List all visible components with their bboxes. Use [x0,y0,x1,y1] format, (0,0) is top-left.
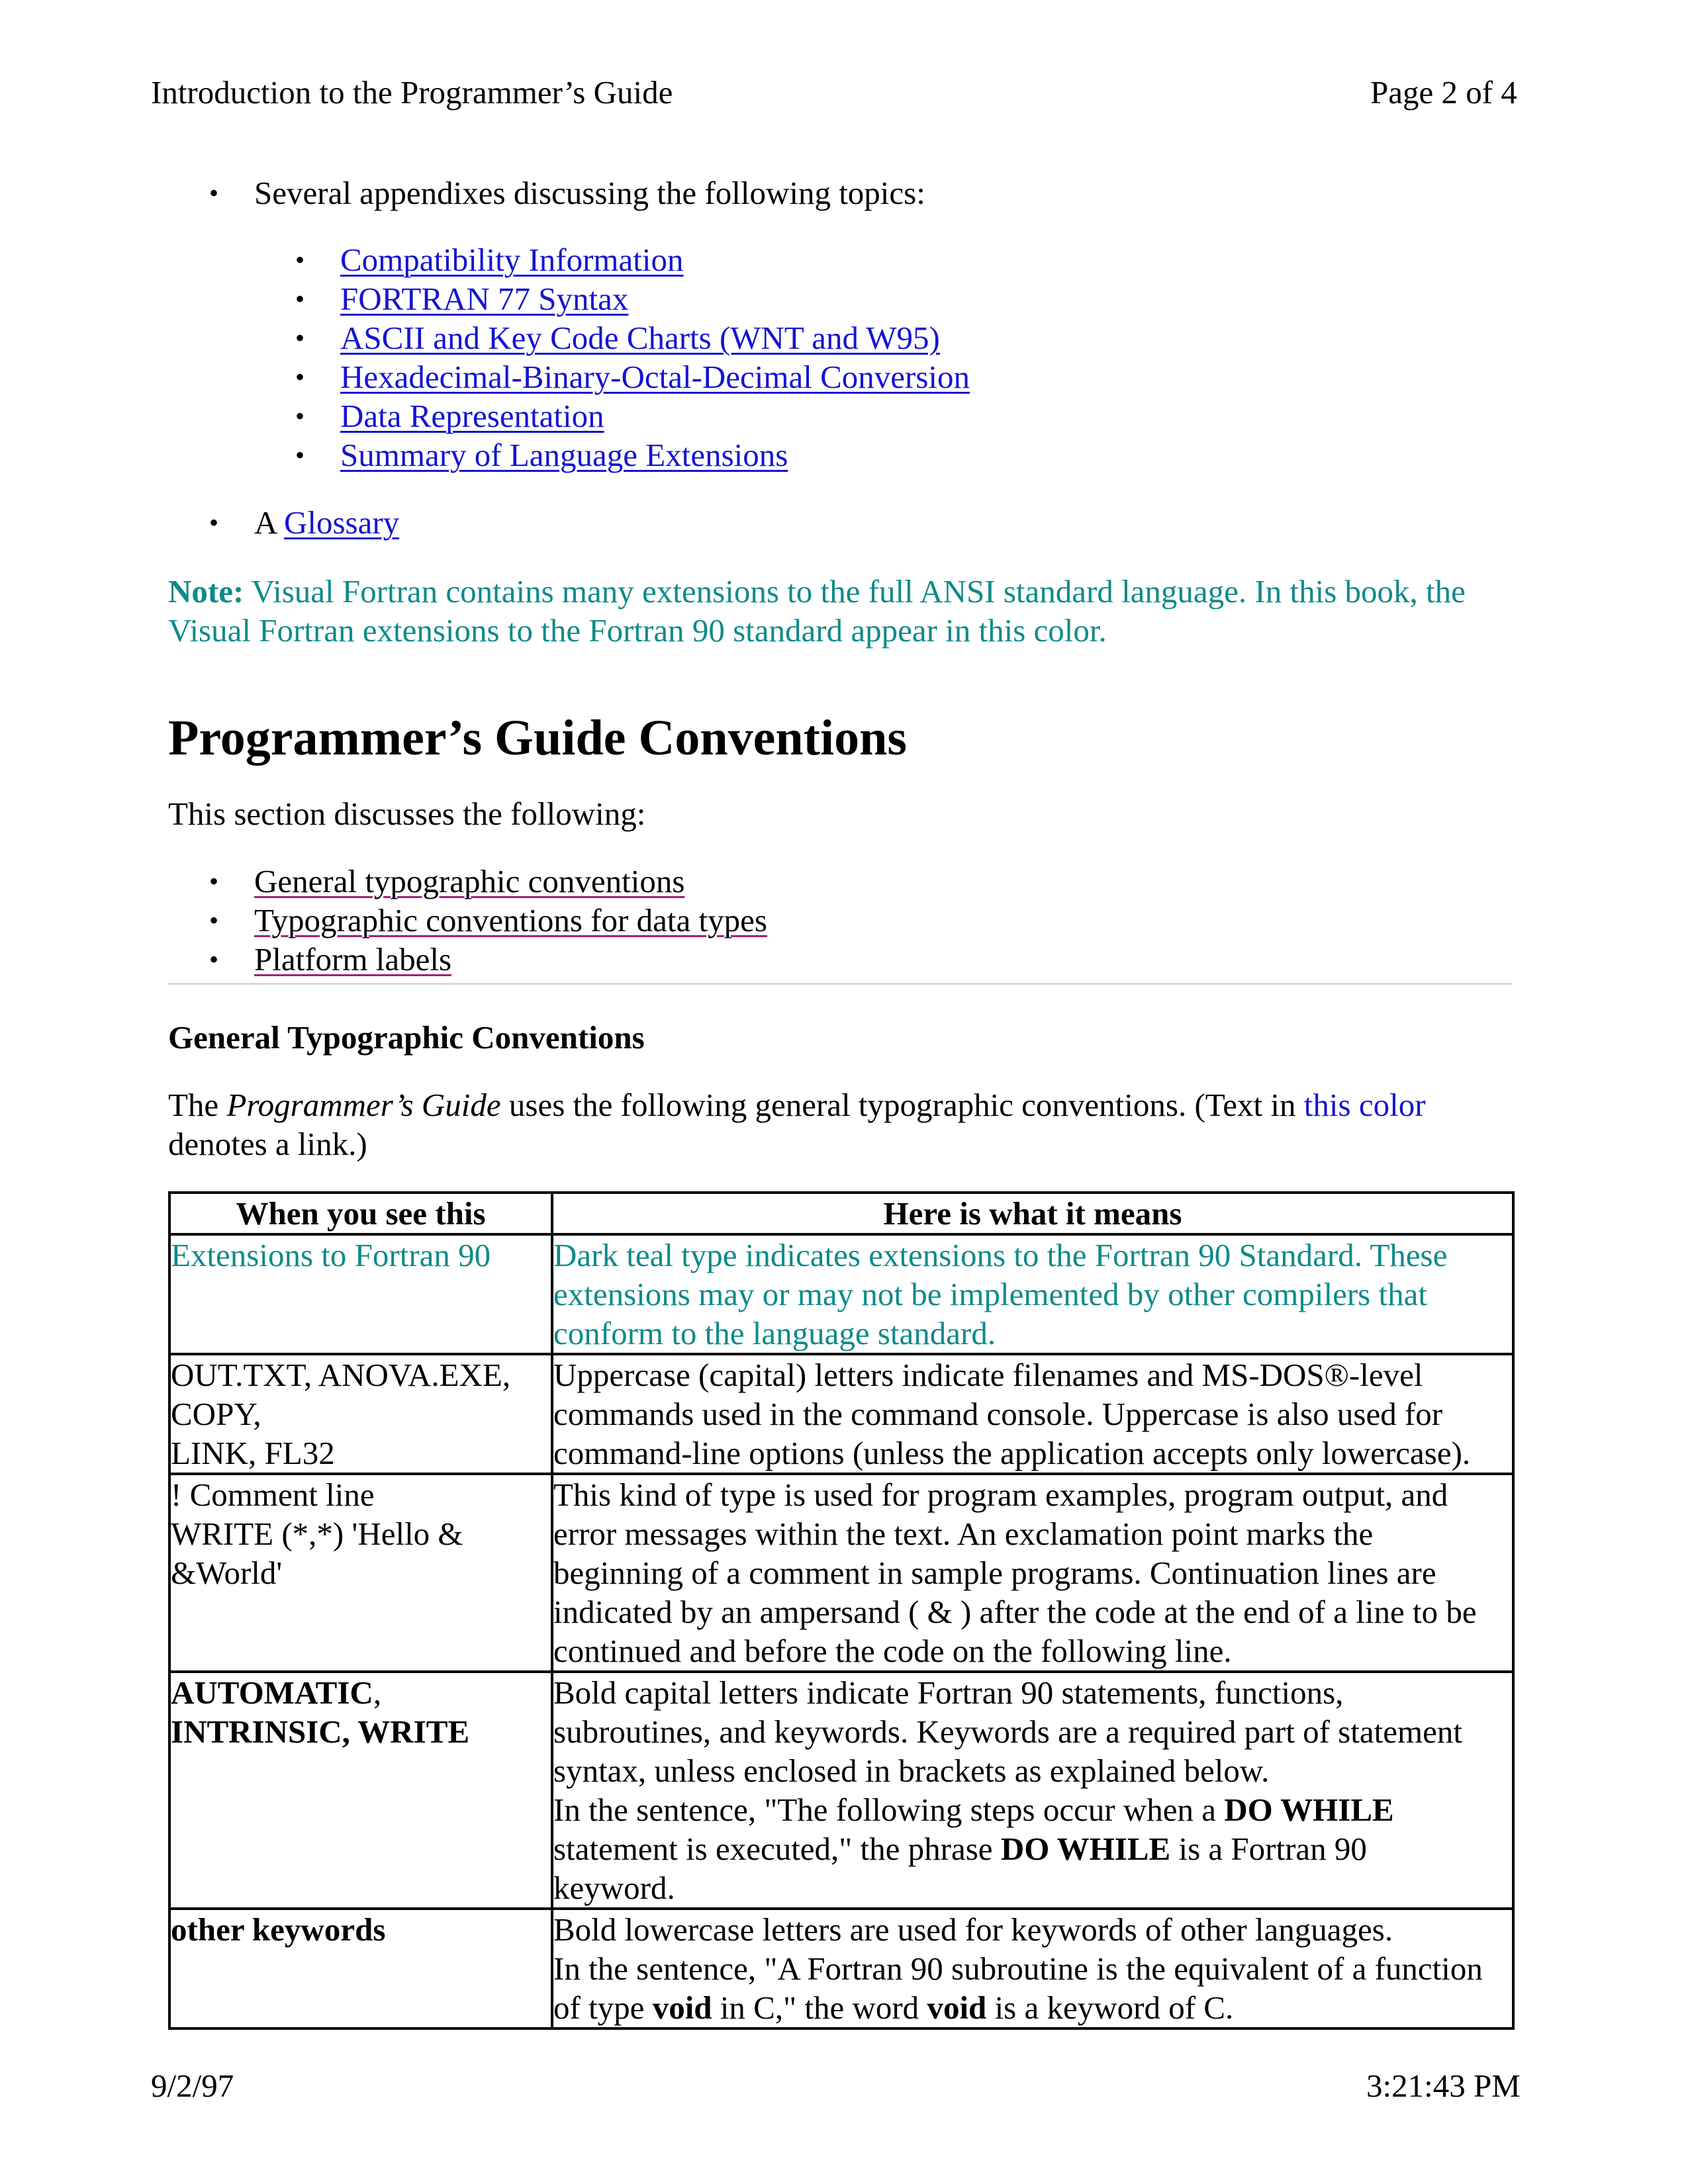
link-typographic-conventions-data-types[interactable]: Typographic conventions for data types [254,902,767,938]
link-platform-labels[interactable]: Platform labels [254,941,452,978]
cell-line: error messages within the text. An exclamation point marks the [553,1516,1374,1552]
cell-line: command-line options (unless the application accepts only lowercase). [553,1435,1471,1471]
general-paragraph [168,1085,1532,1163]
cell-line: Bold lowercase letters are used for keywords of other languages. [553,1911,1393,1948]
bullet: • [209,905,219,935]
cell-see-code [169,1474,552,1672]
text: is a keyword of C. [994,1989,1234,2026]
cell-line: conform to the language standard. [553,1315,996,1351]
keyword-do-while: DO WHILE [1000,1831,1171,1867]
cell-text: Extensions to Fortran 90 [171,1237,491,1273]
general-text-line2: denotes a link.) [168,1126,367,1162]
bullet: • [209,508,219,537]
cell-line [171,1712,551,1751]
cell-see-bold-capital [169,1672,552,1909]
cell-line: &World' [171,1555,283,1591]
text: is a Fortran 90 [1178,1831,1367,1867]
cell-means-other-keywords [552,1909,1513,2028]
link-ascii-key-code-charts[interactable]: ASCII and Key Code Charts (WNT and W95) [340,320,940,356]
note-paragraph [168,572,1532,650]
header-title: Introduction to the Programmer’s Guide [151,74,673,111]
cell-line: extensions may or may not be implemented by other compilers that [553,1276,1427,1312]
text: In the sentence, "The following steps occur when a [553,1792,1217,1828]
bullet: • [295,362,305,392]
cell-line: continued and before the code on the following line. [553,1633,1232,1669]
footer-time: 3:21:43 PM [1366,2068,1521,2104]
keyword-other: other keywords [171,1911,386,1948]
table-row [169,1672,1513,1909]
general-text-before: The [168,1087,219,1123]
table-row [169,1474,1513,1672]
general-text-italic: Programmer’s Guide [226,1087,501,1123]
conventions-table [168,1191,1515,2030]
bullet: • [209,866,219,896]
cell-line: commands used in the command console. Uppercase is also used for [553,1396,1443,1432]
table-header-row [169,1193,1513,1234]
bullet: • [209,944,219,974]
cell-line: Uppercase (capital) letters indicate filenames and MS-DOS®-level [553,1357,1423,1393]
bullet: • [209,178,219,208]
cell-line [171,1910,551,1949]
keyword-void: void [652,1989,712,2026]
cell-line [553,1988,1512,2027]
appendix-lead: Several appendixes discussing the following topics: [254,175,925,211]
conventions-lead: This section discusses the following: [168,796,646,832]
cell-line: Dark teal type indicates extensions to the Fortran 90 Standard. These [553,1237,1448,1273]
link-summary-language-extensions[interactable]: Summary of Language Extensions [340,437,788,473]
link-general-typographic-conventions[interactable]: General typographic conventions [254,863,685,899]
bullet: • [295,401,305,431]
table-header-means: Here is what it means [552,1193,1513,1234]
bullet: • [295,323,305,353]
cell-line: beginning of a comment in sample programs. Continuation lines are [553,1555,1436,1591]
keyword-void: void [927,1989,987,2026]
cell-line [553,1790,1512,1829]
cell-see-uppercase [169,1354,552,1474]
text: of type [553,1989,645,2026]
note-label: Note: [168,573,244,610]
cell-line: OUT.TXT, ANOVA.EXE, [171,1357,511,1393]
link-fortran77-syntax[interactable]: FORTRAN 77 Syntax [340,281,629,317]
cell-line: subroutines, and keywords. Keywords are a required part of statement [553,1713,1462,1750]
link-glossary[interactable]: Glossary [283,504,400,541]
keyword-do-while: DO WHILE [1224,1792,1394,1828]
cell-line [553,1829,1512,1868]
general-text-middle: uses the following general typographic conventions. (Text in [508,1087,1296,1123]
general-heading: General Typographic Conventions [168,1019,645,1056]
bullet: • [295,284,305,314]
cell-line: keyword. [553,1870,675,1906]
cell-line: This kind of type is used for program examples, program output, and [553,1477,1448,1513]
header-page-number: Page 2 of 4 [1370,74,1517,111]
divider [168,983,1512,985]
text: statement is executed," the phrase [553,1831,993,1867]
link-compatibility-information[interactable]: Compatibility Information [340,242,684,278]
cell-see-other-keywords [169,1909,552,2028]
table-header-when: When you see this [169,1193,552,1234]
footer-date: 9/2/97 [151,2068,234,2104]
link-data-representation[interactable]: Data Representation [340,398,604,434]
bullet: • [295,440,305,470]
cell-line: syntax, unless enclosed in brackets as explained below. [553,1752,1270,1789]
cell-means-code [552,1474,1513,1672]
conventions-heading: Programmer’s Guide Conventions [168,710,907,766]
glossary-prefix: A [254,504,276,541]
comma: , [373,1674,382,1711]
cell-means-extensions [552,1234,1513,1354]
cell-see-extensions [169,1234,552,1354]
cell-line: WRITE (*,*) 'Hello & [171,1516,463,1552]
keyword-intrinsic-write: INTRINSIC, WRITE [171,1713,470,1750]
cell-line: Bold capital letters indicate Fortran 90 statements, functions, [553,1674,1344,1711]
cell-line: indicated by an ampersand ( & ) after the code at the end of a line to be [553,1594,1477,1630]
cell-means-bold-capital [552,1672,1513,1909]
cell-line: ! Comment line [171,1477,375,1513]
note-line-2: Visual Fortran extensions to the Fortran 90 standard appear in this color. [168,612,1107,649]
table-row [169,1234,1513,1354]
link-hex-binary-octal-decimal[interactable]: Hexadecimal-Binary-Octal-Decimal Conversion [340,359,970,395]
cell-means-uppercase [552,1354,1513,1474]
table-row [169,1354,1513,1474]
keyword-automatic: AUTOMATIC [171,1674,373,1711]
bullet: • [295,245,305,275]
note-line-1: Visual Fortran contains many extensions to the full ANSI standard language. In this book, the [251,573,1466,610]
table-row [169,1909,1513,2028]
cell-line: In the sentence, "A Fortran 90 subroutine is the equivalent of a function [553,1950,1483,1987]
cell-line: LINK, FL32 [171,1435,335,1471]
cell-line: COPY, [171,1396,261,1432]
text: in C," the word [720,1989,919,2026]
cell-line [171,1673,551,1712]
link-this-color[interactable]: this color [1303,1087,1426,1123]
glossary-line [254,503,399,542]
